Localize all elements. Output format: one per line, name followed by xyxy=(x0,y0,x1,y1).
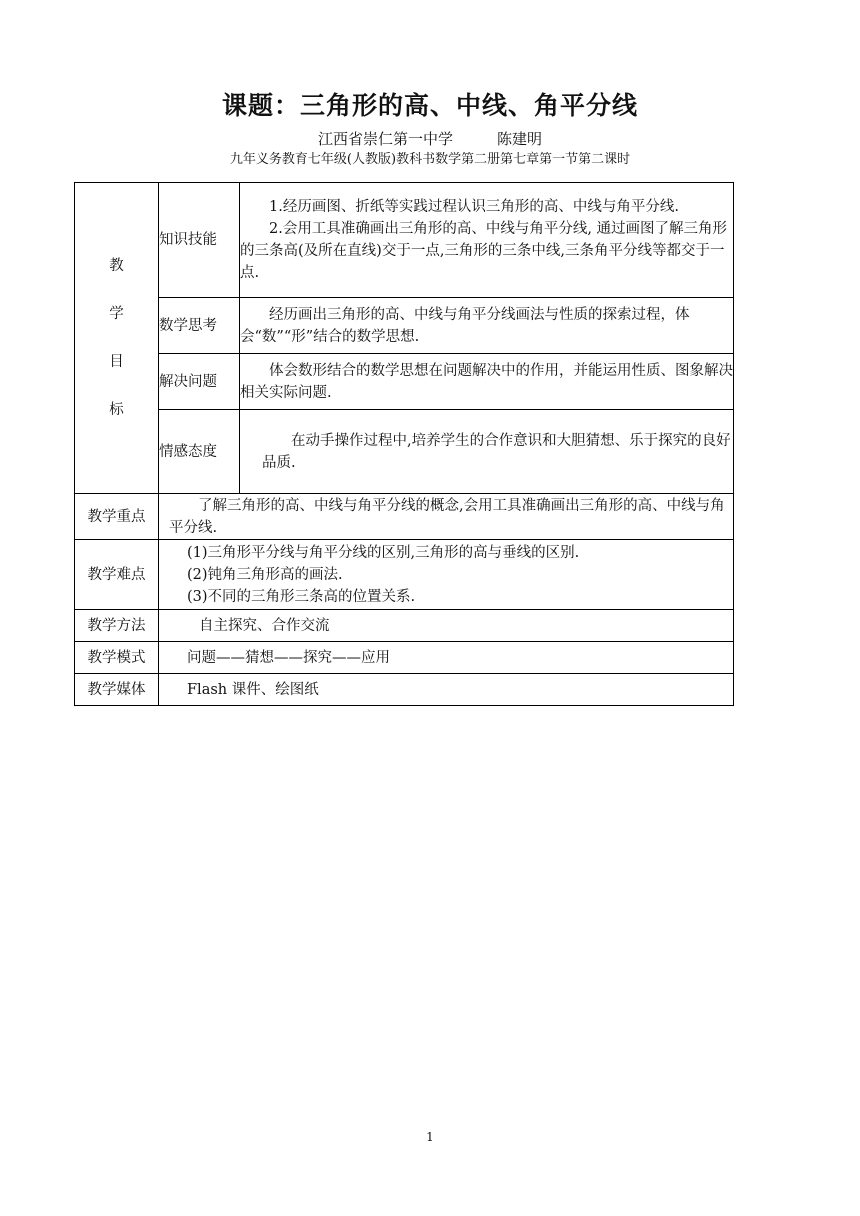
table-row xyxy=(75,642,734,674)
knowledge-skills-label: 知识技能 xyxy=(159,183,240,298)
difficulties-label: 教学难点 xyxy=(75,540,159,610)
problem-solving-label: 解决问题 xyxy=(159,354,240,410)
method-label: 教学方法 xyxy=(75,610,159,642)
subtitle: 九年义务教育七年级(人教版)教科书数学第二册第七章第一节第二课时 xyxy=(229,152,631,167)
emotion-attitude-label: 情感态度 xyxy=(159,410,240,494)
table-row xyxy=(75,674,734,706)
key-points-label: 教学重点 xyxy=(75,494,159,540)
lesson-plan-table xyxy=(74,182,734,706)
page-title: 课题：三角形的高、中线、角平分线 xyxy=(221,91,638,120)
math-thinking-label: 数学思考 xyxy=(159,298,240,354)
table-row xyxy=(75,298,734,354)
difficulties-text: (1)三角形平分线与角平分线的区别,三角形的高与垂线的区别. (2)钝角三角形高的画法. (3)不同的三角形三条高的位置关系. xyxy=(159,540,734,610)
method-text: 自主探究、合作交流 xyxy=(159,610,734,642)
author-name: 陈建明 xyxy=(497,130,543,148)
emotion-attitude-text: 在动手操作过程中,培养学生的合作意识和大胆猜想、乐于探究的良好品质. xyxy=(240,410,734,494)
media-text: Flash 课件、绘图纸 xyxy=(159,674,734,706)
problem-solving-text: 体会数形结合的数学思想在问题解决中的作用，并能运用性质、图象解决相关实际问题. xyxy=(240,354,734,410)
table-row xyxy=(75,354,734,410)
objectives-label xyxy=(75,183,159,494)
media-label: 教学媒体 xyxy=(75,674,159,706)
school-name: 江西省崇仁第一中学 xyxy=(317,130,453,148)
mode-text: 问题——猜想——探究——应用 xyxy=(159,642,734,674)
table-row xyxy=(75,494,734,540)
table-row xyxy=(75,610,734,642)
mode-label: 教学模式 xyxy=(75,642,159,674)
objectives-label-char: 目 xyxy=(109,354,124,370)
page-number: 1 xyxy=(426,1130,434,1144)
math-thinking-text: 经历画出三角形的高、中线与角平分线画法与性质的探索过程，体会“数”“形”结合的数学思想. xyxy=(240,298,734,354)
author-line xyxy=(0,128,860,150)
objectives-label-char: 教 xyxy=(109,258,124,274)
table-row xyxy=(75,183,734,298)
table-row xyxy=(75,540,734,610)
objectives-label-char: 学 xyxy=(109,306,124,322)
table-row xyxy=(75,410,734,494)
knowledge-skills-text: 1.经历画图、折纸等实践过程认识三角形的高、中线与角平分线. 2.会用工具准确画出三角形的高、中线与角平分线, 通过画图了解三角形的三条高(及所在直线)交于一点,三角形的三条中线,三条角平分线等都交于一点. xyxy=(240,183,734,298)
key-points-text: 了解三角形的高、中线与角平分线的概念,会用工具准确画出三角形的高、中线与角平分线. xyxy=(159,494,734,540)
objectives-label-char: 标 xyxy=(109,402,124,418)
